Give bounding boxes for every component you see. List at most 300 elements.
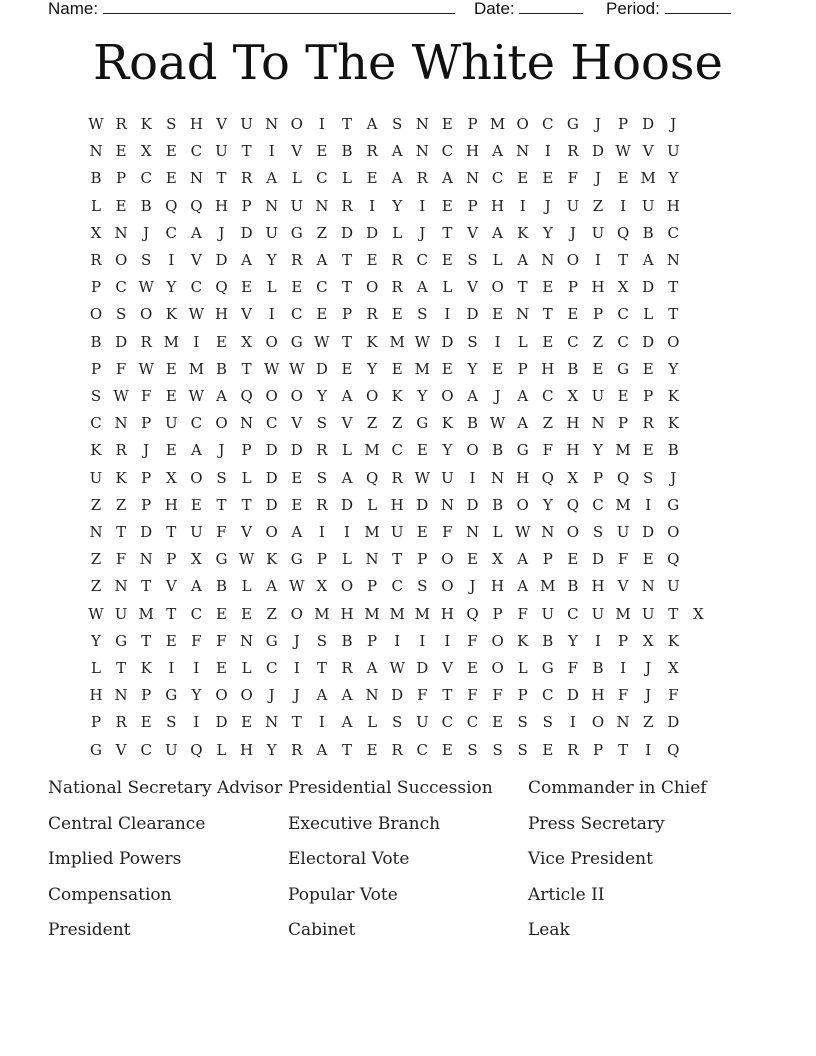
grid-letter: A [441, 169, 453, 188]
grid-letter: T [517, 278, 528, 297]
grid-letter: N [89, 523, 103, 541]
grid-letter: X [693, 604, 704, 623]
grid-letter: H [566, 414, 580, 433]
grid-letter: E [216, 604, 227, 623]
grid-letter: O [566, 251, 580, 269]
grid-letter: O [667, 523, 680, 541]
grid-letter: O [215, 686, 228, 705]
grid-letter: P [517, 359, 528, 378]
grid-letter: J [670, 468, 677, 487]
grid-letter: N [415, 142, 429, 161]
grid-letter: W [188, 305, 205, 324]
grid-letter: E [115, 142, 127, 161]
grid-letter: P [592, 740, 604, 759]
word-list-item: Popular Vote [288, 884, 398, 905]
grid-letter: H [591, 577, 605, 596]
grid-letter: J [143, 223, 150, 242]
grid-letter: E [115, 196, 127, 215]
grid-letter: L [91, 196, 101, 215]
grid-letter: Z [115, 495, 127, 514]
grid-letter: X [90, 223, 102, 242]
grid-letter: N [591, 414, 605, 433]
grid-letter: L [643, 305, 654, 324]
grid-letter: M [615, 604, 631, 623]
grid-letter: U [390, 523, 404, 541]
grid-letter: B [567, 577, 579, 596]
grid-letter: H [491, 196, 505, 215]
grid-letter: X [567, 468, 579, 487]
grid-letter: E [416, 441, 428, 460]
grid-letter: J [419, 223, 426, 242]
grid-letter: I [168, 659, 175, 677]
grid-letter: S [492, 740, 503, 759]
grid-letter: J [544, 196, 551, 215]
grid-letter: N [139, 550, 153, 569]
grid-letter: B [90, 169, 102, 188]
grid-letter: A [341, 468, 353, 487]
grid-letter: E [140, 713, 152, 732]
period-field[interactable] [606, 0, 731, 20]
grid-letter: C [115, 278, 127, 297]
grid-letter: E [366, 251, 378, 269]
grid-letter: H [214, 196, 229, 215]
grid-letter: E [316, 142, 328, 161]
grid-letter: S [115, 305, 127, 324]
grid-letter: S [542, 713, 553, 732]
grid-letter: O [516, 115, 529, 133]
grid-letter: J [594, 169, 601, 188]
grid-letter: I [318, 523, 325, 541]
grid-letter: M [389, 604, 405, 623]
word-list-item: Vice President [528, 849, 653, 869]
grid-letter: U [215, 142, 228, 161]
grid-letter: R [391, 468, 403, 487]
grid-letter: V [617, 577, 629, 596]
grid-letter: K [165, 305, 177, 324]
grid-letter: A [517, 414, 529, 433]
grid-letter: I [318, 713, 325, 732]
grid-letter: C [567, 604, 579, 623]
grid-letter: K [517, 631, 529, 650]
grid-letter: T [442, 686, 453, 705]
grid-letter: X [617, 278, 629, 297]
grid-letter: W [238, 550, 255, 569]
grid-letter: Y [542, 223, 553, 242]
grid-letter: E [341, 359, 353, 378]
grid-letter: C [190, 142, 203, 161]
grid-letter: W [88, 604, 104, 623]
grid-letter: C [542, 686, 554, 705]
grid-letter: S [417, 577, 428, 596]
grid-letter: P [618, 631, 629, 650]
grid-letter: S [316, 631, 328, 650]
grid-letter: F [417, 686, 428, 705]
grid-letter: E [492, 359, 504, 378]
grid-letter: A [467, 387, 478, 405]
grid-letter: A [416, 278, 428, 297]
grid-letter: T [618, 740, 629, 759]
name-field[interactable] [48, 0, 455, 20]
grid-letter: D [591, 142, 605, 161]
date-field[interactable] [474, 0, 583, 20]
grid-letter: X [316, 577, 328, 596]
grid-letter: V [291, 414, 303, 433]
grid-letter: A [190, 441, 202, 460]
grid-letter: O [365, 278, 379, 297]
grid-letter: H [240, 740, 254, 759]
grid-letter: Q [165, 196, 178, 215]
grid-letter: R [316, 495, 328, 514]
grid-letter: Z [266, 604, 277, 623]
grid-letter: N [114, 223, 128, 242]
grid-letter: R [391, 740, 403, 759]
grid-letter: I [595, 631, 601, 650]
date-blank-line[interactable] [519, 0, 583, 14]
grid-letter: E [416, 523, 428, 541]
grid-letter: S [392, 115, 403, 133]
grid-letter: F [542, 441, 553, 460]
grid-letter: S [141, 251, 152, 269]
grid-letter: D [642, 115, 655, 133]
grid-letter: K [667, 414, 679, 433]
grid-letter: Y [166, 278, 177, 297]
grid-letter: M [364, 604, 380, 623]
grid-letter: G [265, 631, 278, 650]
grid-letter: A [316, 686, 328, 705]
grid-letter: V [115, 740, 127, 759]
grid-letter: J [268, 686, 275, 705]
grid-letter: E [391, 359, 403, 378]
grid-letter: E [241, 278, 253, 297]
grid-letter: O [466, 441, 479, 460]
grid-letter: N [440, 495, 454, 514]
grid-letter: S [316, 468, 328, 487]
grid-letter: L [392, 223, 403, 242]
grid-letter: O [265, 387, 278, 405]
word-list-item: Article II [528, 884, 605, 905]
grid-letter: J [143, 441, 150, 460]
grid-letter: R [341, 659, 353, 677]
grid-letter: N [516, 142, 530, 161]
grid-letter: S [417, 305, 428, 324]
grid-letter: T [216, 495, 227, 514]
grid-letter: U [89, 468, 103, 487]
grid-letter: O [265, 523, 278, 541]
grid-letter: U [591, 223, 605, 242]
grid-letter: M [188, 359, 205, 378]
grid-letter: D [642, 332, 655, 351]
grid-letter: F [517, 604, 528, 623]
grid-letter: T [166, 523, 177, 541]
grid-letter: A [316, 251, 328, 269]
grid-letter: A [291, 523, 303, 541]
page-title: Road To The White Hoose [93, 35, 723, 91]
grid-letter: B [215, 359, 228, 378]
grid-letter: I [645, 495, 652, 514]
word-list-item: Presidential Succession [288, 778, 493, 798]
grid-letter: C [190, 604, 203, 623]
grid-letter: J [218, 441, 225, 460]
grid-letter: H [491, 577, 505, 596]
grid-letter: Q [240, 387, 253, 405]
grid-letter: N [365, 550, 379, 569]
grid-letter: L [266, 278, 277, 297]
grid-letter: E [467, 659, 478, 677]
grid-letter: R [316, 441, 328, 460]
grid-letter: G [566, 115, 579, 133]
grid-letter: Y [266, 740, 277, 759]
grid-letter: N [541, 523, 555, 541]
grid-letter: O [190, 468, 203, 487]
grid-letter: Y [191, 686, 202, 705]
grid-letter: D [591, 550, 605, 569]
grid-letter: X [140, 142, 152, 161]
grid-letter: O [89, 305, 103, 324]
word-list-item: Central Clearance [48, 813, 206, 834]
grid-letter: C [190, 414, 203, 433]
grid-letter: E [291, 278, 303, 297]
grid-letter: Z [90, 550, 102, 569]
grid-letter: F [668, 686, 679, 705]
grid-letter: A [316, 740, 328, 759]
grid-letter: E [617, 387, 629, 405]
grid-letter: D [265, 495, 278, 514]
grid-letter: I [318, 115, 325, 133]
grid-letter: N [114, 414, 128, 433]
grid-letter: Y [392, 196, 403, 215]
grid-letter: W [489, 414, 506, 433]
grid-letter: A [492, 142, 504, 161]
grid-letter: B [140, 196, 152, 215]
grid-letter: P [341, 305, 353, 324]
grid-letter: K [391, 387, 403, 405]
grid-letter: D [140, 523, 153, 541]
grid-letter: G [290, 550, 303, 569]
grid-letter: Q [466, 604, 479, 623]
grid-letter: C [617, 332, 629, 351]
grid-letter: N [666, 251, 680, 269]
grid-letter: E [165, 169, 177, 188]
grid-letter: N [240, 631, 254, 650]
grid-letter: U [441, 468, 454, 487]
grid-letter: S [90, 387, 102, 405]
grid-letter: L [367, 495, 378, 514]
grid-letter: E [441, 740, 453, 759]
grid-letter: U [641, 604, 655, 623]
grid-letter: R [366, 142, 378, 161]
grid-letter: E [291, 495, 303, 514]
grid-letter: P [367, 631, 378, 650]
grid-letter: G [115, 631, 128, 650]
grid-letter: O [215, 414, 228, 433]
grid-letter: S [467, 251, 478, 269]
grid-letter: M [489, 115, 506, 133]
grid-letter: T [542, 305, 553, 324]
grid-letter: B [90, 332, 102, 351]
grid-letter: S [592, 523, 604, 541]
grid-letter: E [391, 305, 403, 324]
grid-letter: Q [566, 495, 580, 514]
grid-letter: K [115, 468, 127, 487]
grid-letter: U [240, 115, 253, 133]
grid-letter: D [265, 441, 278, 460]
grid-letter: E [441, 251, 453, 269]
grid-letter: T [341, 740, 352, 759]
grid-letter: R [366, 305, 378, 324]
grid-letter: R [90, 251, 102, 269]
grid-letter: X [165, 468, 177, 487]
grid-letter: M [389, 332, 405, 351]
grid-letter: Q [667, 740, 680, 759]
grid-letter: F [567, 169, 579, 188]
grid-letter: A [492, 223, 504, 242]
grid-letter: D [240, 223, 253, 242]
grid-letter: D [667, 713, 680, 732]
grid-letter: P [90, 713, 102, 732]
grid-letter: R [567, 740, 579, 759]
grid-letter: I [595, 251, 601, 269]
grid-letter: C [441, 713, 454, 732]
grid-letter: S [517, 740, 528, 759]
grid-letter: C [416, 740, 429, 759]
grid-letter: B [341, 631, 353, 650]
grid-letter: A [517, 251, 529, 269]
grid-letter: L [492, 523, 503, 541]
grid-letter: V [165, 577, 177, 596]
grid-letter: E [366, 169, 378, 188]
grid-letter: W [289, 577, 305, 596]
grid-letter: F [115, 550, 127, 569]
grid-letter: C [542, 115, 554, 133]
grid-letter: W [414, 332, 430, 351]
grid-letter: C [316, 278, 328, 297]
grid-letter: Y [542, 495, 553, 514]
grid-letter: P [467, 115, 478, 133]
grid-letter: O [340, 577, 354, 596]
grid-letter: G [416, 414, 429, 433]
grid-letter: P [316, 550, 327, 569]
grid-letter: E [366, 740, 378, 759]
grid-letter: I [444, 631, 451, 650]
grid-letter: L [367, 713, 378, 732]
grid-letter: U [591, 604, 605, 623]
grid-letter: M [615, 441, 631, 460]
grid-letter: E [492, 713, 504, 732]
grid-letter: I [620, 196, 627, 215]
grid-letter: A [190, 223, 202, 242]
grid-letter: L [216, 740, 227, 759]
name-blank-line[interactable] [103, 0, 455, 14]
grid-letter: N [114, 577, 128, 596]
grid-letter: P [90, 278, 102, 297]
grid-letter: N [315, 196, 329, 215]
grid-letter: S [392, 713, 403, 732]
grid-letter: V [467, 278, 478, 297]
grid-letter: H [591, 278, 605, 297]
grid-letter: O [516, 495, 529, 514]
grid-letter: D [466, 305, 479, 324]
grid-letter: Q [616, 223, 630, 242]
grid-letter: D [115, 332, 128, 351]
grid-letter: Y [316, 387, 327, 405]
grid-letter: J [293, 686, 300, 705]
grid-letter: D [642, 278, 655, 297]
grid-letter: E [567, 305, 579, 324]
grid-letter: P [492, 604, 503, 623]
grid-letter: M [540, 577, 556, 596]
grid-letter: Q [215, 278, 228, 297]
grid-letter: E [642, 359, 654, 378]
word-list-item: Electoral Vote [288, 849, 410, 869]
grid-letter: I [168, 251, 175, 269]
grid-letter: K [140, 115, 152, 133]
grid-letter: C [140, 169, 152, 188]
grid-letter: N [265, 713, 279, 732]
grid-letter: H [541, 359, 555, 378]
grid-letter: P [367, 577, 378, 596]
grid-letter: K [366, 332, 378, 351]
grid-letter: M [364, 523, 380, 541]
period-blank-line[interactable] [665, 0, 731, 14]
grid-letter: P [467, 196, 478, 215]
grid-letter: L [517, 332, 528, 351]
grid-letter: E [165, 631, 177, 650]
grid-letter: I [193, 713, 200, 732]
grid-letter: O [290, 604, 303, 623]
grid-letter: T [316, 659, 327, 677]
grid-letter: N [240, 414, 254, 433]
grid-letter: O [591, 713, 605, 732]
grid-letter: F [191, 631, 202, 650]
grid-letter: P [567, 278, 578, 297]
grid-letter: U [265, 223, 279, 242]
grid-letter: M [163, 332, 179, 351]
grid-letter: T [668, 604, 679, 623]
grid-letter: H [390, 495, 404, 514]
grid-letter: C [140, 740, 152, 759]
grid-letter: Q [616, 468, 630, 487]
grid-letter: C [416, 251, 429, 269]
grid-letter: I [419, 631, 426, 650]
grid-letter: H [440, 604, 454, 623]
grid-letter: P [542, 550, 553, 569]
grid-letter: U [164, 414, 178, 433]
grid-letter: C [667, 223, 680, 242]
grid-letter: C [441, 142, 454, 161]
grid-letter: T [442, 223, 453, 242]
grid-letter: P [618, 414, 629, 433]
grid-letter: D [366, 223, 379, 242]
grid-letter: R [642, 414, 654, 433]
grid-letter: X [191, 550, 202, 569]
word-list-item: President [48, 920, 131, 940]
grid-letter: Z [90, 495, 102, 514]
grid-letter: P [166, 550, 177, 569]
grid-letter: I [344, 523, 350, 541]
word-list-item: Compensation [48, 884, 172, 905]
grid-letter: O [441, 550, 454, 569]
grid-letter: R [391, 251, 403, 269]
grid-letter: B [642, 223, 654, 242]
grid-letter: K [667, 631, 679, 650]
grid-letter: G [541, 659, 554, 677]
grid-letter: C [90, 414, 102, 433]
grid-letter: C [265, 659, 278, 677]
grid-letter: F [617, 550, 629, 569]
grid-letter: D [416, 495, 429, 514]
grid-letter: J [494, 387, 501, 405]
grid-letter: K [90, 441, 102, 460]
